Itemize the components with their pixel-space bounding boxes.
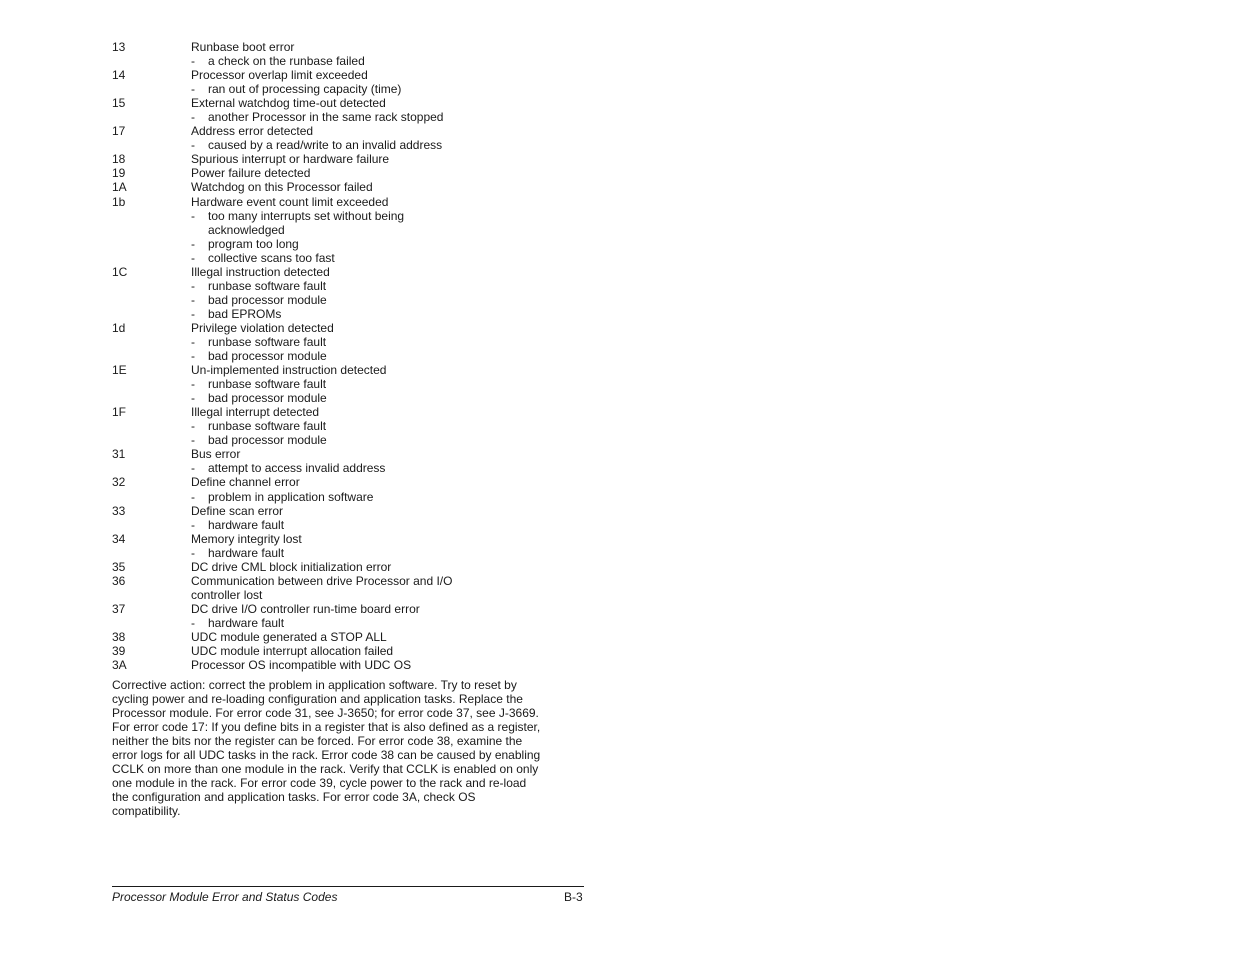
- error-description: Illegal instruction detected: [191, 264, 330, 279]
- corrective-line: one module in the rack. For error code 39, cycle power to the rack and re-load: [112, 776, 527, 791]
- error-description: Spurious interrupt or hardware failure: [191, 152, 390, 167]
- error-code-entry: [112, 124, 582, 152]
- entry-line: [112, 152, 582, 166]
- error-code: 32: [112, 475, 126, 490]
- bullet-line: [112, 461, 582, 475]
- bullet-cause-text: hardware fault: [208, 545, 285, 560]
- corrective-line: CCLK on more than one module in the rack. Verify that CCLK is enabled on only: [112, 762, 539, 777]
- error-code: 15: [112, 96, 126, 111]
- bullet-dash: -: [191, 250, 195, 265]
- error-code-entry: [112, 40, 582, 68]
- bullet-line: [112, 391, 582, 405]
- error-description: Power failure detected: [191, 166, 311, 181]
- error-code: 37: [112, 601, 126, 616]
- corrective-line: Corrective action: correct the problem in application software. Try to reset by: [112, 678, 517, 692]
- entry-line: [112, 265, 582, 279]
- error-description-continued: controller lost: [191, 587, 263, 602]
- bullet-dash: -: [191, 292, 195, 307]
- entry-line: [112, 166, 582, 180]
- bullet-cause-text: program too long: [208, 236, 299, 251]
- error-code: 14: [112, 68, 126, 83]
- bullet-cause-text: runbase software fault: [208, 278, 327, 293]
- corrective-line: Processor module. For error code 31, see J-3650; for error code 37, see J-3669.: [112, 706, 539, 721]
- error-description: Processor overlap limit exceeded: [191, 68, 368, 83]
- entry-line: [112, 574, 582, 588]
- bullet-cause-text: caused by a read/write to an invalid address: [208, 138, 443, 153]
- corrective-line: the configuration and application tasks. For error code 3A, check OS: [112, 790, 476, 805]
- bullet-dash: -: [191, 306, 195, 321]
- entry-line: [112, 532, 582, 546]
- bullet-dash: -: [191, 377, 195, 392]
- error-description: Un-implemented instruction detected: [191, 363, 387, 378]
- entry-line: [112, 405, 582, 419]
- error-code: 1E: [112, 363, 127, 378]
- bullet-line: [112, 237, 582, 251]
- bullet-dash: -: [191, 461, 195, 476]
- bullet-cause-text: bad processor module: [208, 391, 327, 406]
- footer-divider: [112, 886, 584, 887]
- bullet-cause-text: hardware fault: [208, 517, 285, 532]
- error-code-entry: [112, 475, 582, 503]
- error-code: 1d: [112, 320, 126, 335]
- error-code-list: [112, 40, 582, 672]
- bullet-line: [112, 82, 582, 96]
- entry-line: [112, 68, 582, 82]
- error-code-entry: [112, 321, 582, 363]
- error-description: UDC module interrupt allocation failed: [191, 644, 394, 659]
- bullet-line: [112, 490, 582, 504]
- bullet-cause-text: bad EPROMs: [208, 306, 282, 321]
- corrective-line: cycling power and re-loading configuration and application tasks. Replace the: [112, 692, 523, 707]
- bullet-line: [112, 307, 582, 321]
- bullet-line: [112, 251, 582, 265]
- bullet-dash: -: [191, 391, 195, 406]
- entry-line: [112, 447, 582, 461]
- bullet-line: [112, 54, 582, 68]
- error-description: Watchdog on this Processor failed: [191, 180, 373, 195]
- entry-line: [112, 602, 582, 616]
- entry-line: [112, 630, 582, 644]
- error-code-entry: [112, 644, 582, 658]
- error-code: 33: [112, 503, 126, 518]
- bullet-cause-text: another Processor in the same rack stopped: [208, 110, 444, 125]
- error-code-entry: [112, 405, 582, 447]
- error-code-entry: [112, 68, 582, 96]
- error-code-entry: [112, 195, 582, 265]
- corrective-line: For error code 17: If you define bits in a register that is also defined as a register,: [112, 720, 541, 735]
- entry-line: [112, 560, 582, 574]
- error-description: Illegal interrupt detected: [191, 405, 320, 420]
- error-code: 1C: [112, 264, 128, 279]
- error-code: 36: [112, 573, 126, 588]
- error-description: Define scan error: [191, 503, 284, 518]
- error-description: UDC module generated a STOP ALL: [191, 629, 387, 644]
- error-code-entry: [112, 152, 582, 166]
- error-description: Privilege violation detected: [191, 320, 334, 335]
- bullet-dash: -: [191, 545, 195, 560]
- corrective-line: error logs for all UDC tasks in the rack. Error code 38 can be caused by enabling: [112, 748, 541, 763]
- error-code-entry: [112, 574, 582, 602]
- error-code: 35: [112, 559, 126, 574]
- error-description: DC drive CML block initialization error: [191, 559, 392, 574]
- bullet-line: [112, 433, 582, 447]
- bullet-line: [112, 209, 582, 223]
- error-code-entry: [112, 560, 582, 574]
- entry-line: [112, 321, 582, 335]
- corrective-action-paragraph: [112, 678, 572, 818]
- bullet-cause-text: runbase software fault: [208, 377, 327, 392]
- bullet-line: [112, 546, 582, 560]
- bullet-dash: -: [191, 208, 195, 223]
- entry-line: [112, 124, 582, 138]
- error-code: 17: [112, 124, 126, 139]
- bullet-dash: -: [191, 517, 195, 532]
- bullet-cause-text: ran out of processing capacity (time): [208, 82, 402, 97]
- bullet-line: [112, 223, 582, 237]
- error-code: 3A: [112, 658, 127, 673]
- bullet-line: [112, 279, 582, 293]
- entry-line: [112, 40, 582, 54]
- error-code: 38: [112, 629, 126, 644]
- corrective-line: compatibility.: [112, 804, 181, 819]
- error-code-entry: [112, 96, 582, 124]
- error-description: Runbase boot error: [191, 40, 295, 54]
- bullet-cause-text: acknowledged: [208, 222, 285, 237]
- error-description: Memory integrity lost: [191, 531, 302, 546]
- bullet-dash: -: [191, 236, 195, 251]
- bullet-dash: -: [191, 433, 195, 448]
- error-code-entry: [112, 504, 582, 532]
- entry-line: [112, 475, 582, 489]
- error-code-entry: [112, 658, 582, 672]
- entry-line: [112, 96, 582, 110]
- bullet-cause-text: runbase software fault: [208, 334, 327, 349]
- error-code: 19: [112, 166, 126, 181]
- bullet-cause-text: bad processor module: [208, 349, 327, 364]
- error-description: Bus error: [191, 447, 241, 462]
- entry-line: [112, 588, 582, 602]
- error-code-entry: [112, 363, 582, 405]
- error-code-entry: [112, 180, 582, 194]
- bullet-cause-text: runbase software fault: [208, 419, 327, 434]
- bullet-line: [112, 335, 582, 349]
- bullet-cause-text: hardware fault: [208, 615, 285, 630]
- error-description: Processor OS incompatible with UDC OS: [191, 658, 412, 673]
- bullet-line: [112, 138, 582, 152]
- bullet-line: [112, 293, 582, 307]
- bullet-dash: -: [191, 138, 195, 153]
- error-code: 39: [112, 644, 126, 659]
- error-code: 18: [112, 152, 126, 167]
- error-code: 13: [112, 40, 126, 54]
- bullet-dash: -: [191, 419, 195, 434]
- bullet-cause-text: too many interrupts set without being: [208, 208, 405, 223]
- bullet-line: [112, 616, 582, 630]
- error-code: 34: [112, 531, 126, 546]
- entry-line: [112, 180, 582, 194]
- bullet-cause-text: problem in application software: [208, 489, 374, 504]
- bullet-cause-text: attempt to access invalid address: [208, 461, 386, 476]
- error-code-entry: [112, 447, 582, 475]
- bullet-dash: -: [191, 615, 195, 630]
- bullet-dash: -: [191, 334, 195, 349]
- error-description: Hardware event count limit exceeded: [191, 194, 389, 209]
- bullet-dash: -: [191, 54, 195, 69]
- error-code-entry: [112, 265, 582, 321]
- error-code: 1b: [112, 194, 126, 209]
- footer-title: Processor Module Error and Status Codes: [112, 890, 338, 904]
- error-code-entry: [112, 166, 582, 180]
- bullet-dash: -: [191, 349, 195, 364]
- bullet-cause-text: bad processor module: [208, 433, 327, 448]
- bullet-line: [112, 419, 582, 433]
- error-description: DC drive I/O controller run-time board error: [191, 601, 420, 616]
- bullet-line: [112, 349, 582, 363]
- error-code-entry: [112, 630, 582, 644]
- bullet-line: [112, 110, 582, 124]
- bullet-dash: -: [191, 278, 195, 293]
- error-description: External watchdog time-out detected: [191, 96, 386, 111]
- bullet-cause-text: collective scans too fast: [208, 250, 335, 265]
- error-code-entry: [112, 532, 582, 560]
- entry-line: [112, 195, 582, 209]
- page-number: B-3: [564, 890, 583, 904]
- bullet-cause-text: bad processor module: [208, 292, 327, 307]
- error-code: 1A: [112, 180, 127, 195]
- corrective-line: neither the bits nor the register can be forced. For error code 38, examine the: [112, 734, 523, 749]
- bullet-line: [112, 377, 582, 391]
- error-description: Communication between drive Processor and I/O: [191, 573, 453, 588]
- entry-line: [112, 363, 582, 377]
- error-description: Define channel error: [191, 475, 300, 490]
- bullet-cause-text: a check on the runbase failed: [208, 54, 365, 69]
- bullet-dash: -: [191, 82, 195, 97]
- bullet-dash: -: [191, 110, 195, 125]
- bullet-dash: -: [191, 489, 195, 504]
- entry-line: [112, 504, 582, 518]
- error-code: 1F: [112, 405, 127, 420]
- error-code: 31: [112, 447, 126, 462]
- bullet-line: [112, 518, 582, 532]
- entry-line: [112, 644, 582, 658]
- entry-line: [112, 658, 582, 672]
- error-code-entry: [112, 602, 582, 630]
- error-description: Address error detected: [191, 124, 314, 139]
